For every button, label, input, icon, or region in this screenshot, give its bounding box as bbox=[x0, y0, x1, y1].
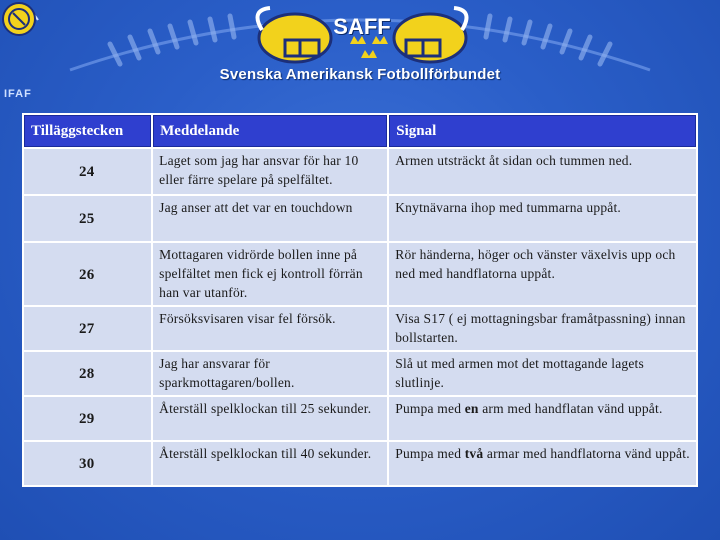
table-row bbox=[24, 397, 696, 440]
signals-table bbox=[22, 113, 698, 487]
message-cell: Återställ spelklockan till 25 sekunder. bbox=[153, 397, 387, 440]
signal-text-end: arm med handflatan vänd uppåt. bbox=[478, 401, 663, 416]
right-helmet-icon bbox=[394, 8, 467, 62]
signal-cell: Armen utsträckt åt sidan och tummen ned. bbox=[389, 149, 696, 194]
column-header-message: Meddelande bbox=[153, 115, 387, 147]
table-row bbox=[24, 352, 696, 395]
code-cell: 26 bbox=[24, 243, 151, 305]
code-cell: 30 bbox=[24, 442, 151, 485]
message-cell: Laget som jag har ansvar för har 10 eller färre spelare på spelfältet. bbox=[153, 149, 387, 194]
signal-cell: Knytnävarna ihop med tummarna uppåt. bbox=[389, 196, 696, 241]
ifaf-logo-text: IFAF bbox=[4, 88, 32, 100]
column-header-signal: Signal bbox=[389, 115, 696, 147]
table-row bbox=[24, 196, 696, 241]
message-cell: Mottagaren vidrörde bollen inne på spelfältet men fick ej kontroll förrän han var utanför. bbox=[153, 243, 387, 305]
signal-cell bbox=[389, 397, 696, 440]
code-cell: 27 bbox=[24, 307, 151, 350]
signal-text-start: Pumpa med bbox=[395, 401, 465, 416]
message-cell: Återställ spelklockan till 40 sekunder. bbox=[153, 442, 387, 485]
code-cell: 25 bbox=[24, 196, 151, 241]
table-row bbox=[24, 442, 696, 485]
table-row bbox=[24, 243, 696, 305]
code-cell: 28 bbox=[24, 352, 151, 395]
signal-cell: Rör händerna, höger och vänster växelvis upp och ned med handflatorna uppåt. bbox=[389, 243, 696, 305]
table-row bbox=[24, 149, 696, 194]
signal-text-end: armar med handflatorna vänd uppåt. bbox=[483, 446, 690, 461]
signal-emphasis: en bbox=[464, 401, 479, 416]
federation-emblem-icon bbox=[0, 0, 38, 38]
org-name: Svenska Amerikansk Fotbollförbundet bbox=[219, 66, 501, 83]
message-cell: Jag anser att det var en touchdown bbox=[153, 196, 387, 241]
left-helmet-icon bbox=[258, 8, 332, 62]
column-header-code: Tilläggstecken bbox=[24, 115, 151, 147]
table-header-row bbox=[24, 115, 696, 147]
signal-cell bbox=[389, 442, 696, 485]
code-cell: 29 bbox=[24, 397, 151, 440]
header bbox=[0, 0, 720, 110]
code-cell: 24 bbox=[24, 149, 151, 194]
signal-text-start: Pumpa med bbox=[395, 446, 465, 461]
signal-cell: Slå ut med armen mot det mottagande lagets slutlinje. bbox=[389, 352, 696, 395]
saff-logo-text: SAFF bbox=[333, 14, 391, 39]
signal-cell: Visa S17 ( ej mottagningsbar framåtpassning) innan bollstarten. bbox=[389, 307, 696, 350]
table-row bbox=[24, 307, 696, 350]
message-cell: Försöksvisaren visar fel försök. bbox=[153, 307, 387, 350]
signal-emphasis: två bbox=[464, 446, 484, 461]
message-cell: Jag har ansvarar för sparkmottagaren/bollen. bbox=[153, 352, 387, 395]
